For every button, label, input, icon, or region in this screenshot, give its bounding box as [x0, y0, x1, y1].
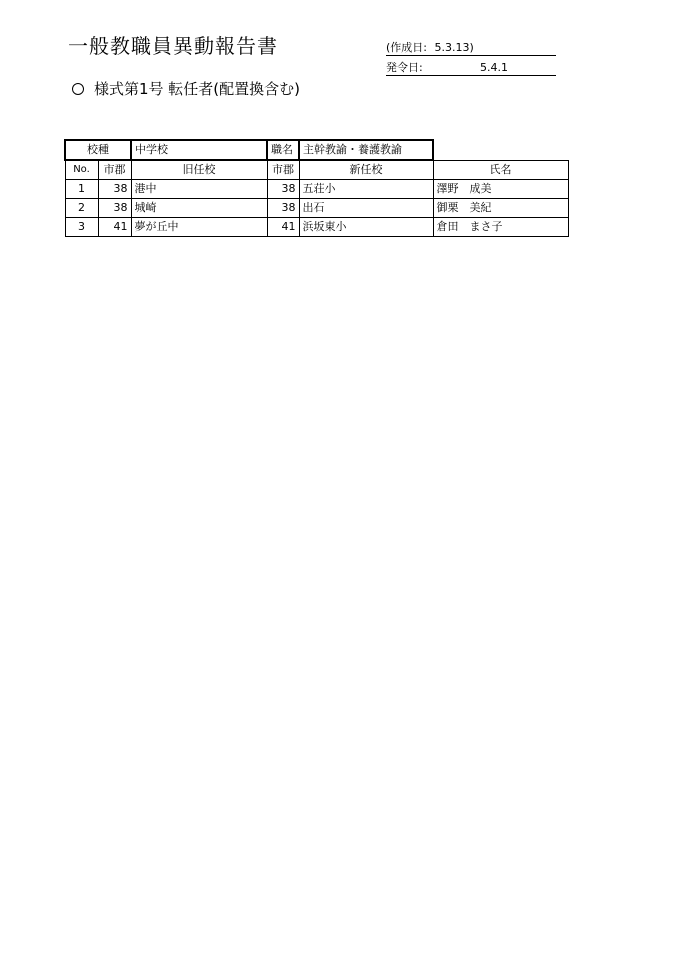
row-new-school: 浜坂東小 — [299, 218, 433, 237]
row-city-old: 38 — [98, 180, 131, 199]
row-old-school: 港中 — [131, 180, 267, 199]
job-value: 主幹教諭・養護教諭 — [299, 140, 433, 160]
col-header-city-new: 市郡 — [267, 160, 299, 180]
transfer-table — [64, 139, 569, 237]
table-row — [65, 180, 568, 199]
row-city-old: 38 — [98, 199, 131, 218]
issued-date-value: 5.4.1 — [480, 61, 508, 74]
row-name: 倉田 まさ子 — [433, 218, 568, 237]
row-no: 2 — [65, 199, 98, 218]
table-row — [65, 218, 568, 237]
row-old-school: 夢が丘中 — [131, 218, 267, 237]
row-no: 1 — [65, 180, 98, 199]
row-name: 御栗 美紀 — [433, 199, 568, 218]
table-header-info-row — [65, 140, 568, 160]
school-type-label: 校種 — [65, 140, 131, 160]
created-date-label: (作成日: — [386, 41, 427, 54]
document-title: 一般教職員異動報告書 — [68, 34, 278, 58]
school-type-value: 中学校 — [131, 140, 267, 160]
col-header-name: 氏名 — [433, 160, 568, 180]
issued-date-label: 発令日: — [386, 61, 423, 74]
col-header-no: No. — [65, 160, 98, 180]
col-header-city-old: 市郡 — [98, 160, 131, 180]
form-subtitle-text: 様式第1号 転任者(配置換含む) — [94, 80, 301, 98]
row-new-school: 五荘小 — [299, 180, 433, 199]
row-city-new: 38 — [267, 180, 299, 199]
row-city-new: 41 — [267, 218, 299, 237]
table-row — [65, 199, 568, 218]
col-header-new-school: 新任校 — [299, 160, 433, 180]
row-new-school: 出石 — [299, 199, 433, 218]
col-header-old-school: 旧任校 — [131, 160, 267, 180]
issued-date — [386, 60, 556, 76]
row-old-school: 城崎 — [131, 199, 267, 218]
table-header-row — [65, 160, 568, 180]
row-city-new: 38 — [267, 199, 299, 218]
row-name: 澤野 成美 — [433, 180, 568, 199]
row-city-old: 41 — [98, 218, 131, 237]
row-no: 3 — [65, 218, 98, 237]
job-label: 職名 — [267, 140, 299, 160]
circle-icon — [72, 83, 84, 95]
created-date-value: 5.3.13) — [434, 41, 474, 54]
created-date — [386, 40, 556, 56]
empty-cell — [433, 140, 568, 160]
form-subtitle — [72, 78, 300, 99]
